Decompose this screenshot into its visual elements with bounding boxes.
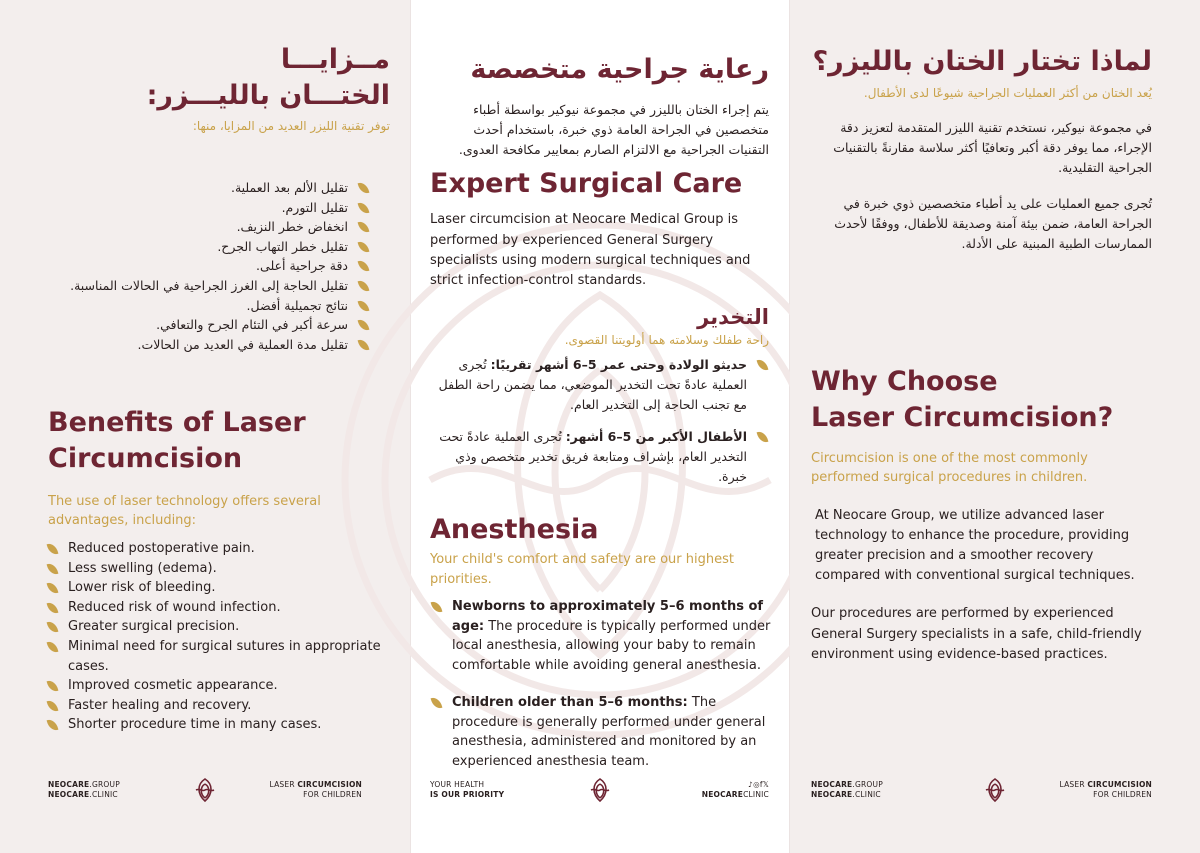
list-item-text: سرعة أكبر في التئام الجرح والتعافي. [156,317,348,333]
ar-surgical-care-paragraph: يتم إجراء الختان بالليزر في مجموعة نيوكير بواسطة أطباء متخصصين في الجراحة العامة ذوي خبرة، باستخدام أحدث التقنيات الجراحية مع الالتزام الصارم بمعايير مكافحة العدوى. [458,102,769,158]
list-item-heading: Newborns to approximately 5–6 months of age: [452,599,764,634]
en-benefits-title-line1: Benefits of Laser [48,407,306,438]
list-item-heading: حديثو الولادة وحتى عمر 5–6 أشهر تقريبًا: [490,357,747,373]
list-item-text: Shorter procedure time in many cases. [68,717,322,733]
ar-anesthesia-list [429,355,769,487]
leaf-bullet-icon [47,640,59,654]
leaf-bullet-icon [47,562,59,576]
ar-anesthesia-subtitle: راحة طفلك وسلامته هما أولويتنا القصوى. [564,333,769,348]
leaf-bullet-icon [47,679,59,693]
brand-suffix: .CLINIC [89,790,118,799]
ar-anesthesia-title: التخدير [697,305,769,329]
footer-mid [411,776,789,806]
leaf-bullet-icon [47,718,59,732]
list-item-text: انخفاض خطر النزيف. [236,219,348,235]
ar-benefits-list [30,178,370,354]
tagline-main: CIRCUMCISION [297,780,362,789]
list-item [46,559,396,579]
list-item [46,637,396,676]
list-item-heading: الأطفال الأكبر من 5–6 أشهر: [565,429,747,445]
list-item [46,617,396,637]
en-why-paragraph1: At Neocare Group, we utilize advanced laser technology to enhance the procedure, providing greater precision and a smoother recovery compared with conventional surgical techniques. [815,507,1135,584]
list-item-text: Reduced postoperative pain. [68,541,255,556]
slogan-line1: YOUR HEALTH [430,780,485,789]
en-why-title [811,364,1156,437]
neocare-logo-icon [587,776,613,806]
leaf-bullet-icon [358,201,370,215]
tagline-sub: FOR CHILDREN [1093,790,1152,799]
list-item [30,256,370,276]
ar-benefits-subtitle: توفر تقنية الليزر العديد من المزايا، منها: [192,118,390,133]
brand-name: NEOCARE [48,790,90,799]
en-anesthesia-title: Anesthesia [430,514,599,545]
en-benefits-list [46,539,396,735]
leaf-bullet-icon [431,600,443,614]
brand-name: NEOCARE [48,780,90,789]
leaf-bullet-icon [47,581,59,595]
list-item-text: تقليل التورم. [281,199,348,215]
ar-why-title: لماذا تختار الختان بالليزر؟ [812,46,1152,77]
neocare-logo-icon [192,776,218,806]
footer-brand [48,780,120,800]
ar-benefits-title-line2: الختـــان بالليـــزر: [146,80,390,112]
ar-why-paragraph1: في مجموعة نيوكير، نستخدم تقنية الليزر المتقدمة لتعزيز دقة الإجراء، مما يوفر دقة أكبر وتعافيًا أكثر سلاسة مقارنةً بالتقنيات الجراحية التقليدية. [833,120,1152,176]
footer-right [790,776,1200,806]
list-item [46,696,396,716]
en-why-title-line2: Laser Circumcision? [811,402,1114,434]
list-item-text: نتائج تجميلية أفضل. [246,297,348,313]
list-item [46,715,396,735]
brand-name: NEOCARE [811,790,853,799]
brand-suffix: .GROUP [852,780,883,789]
leaf-bullet-icon [47,620,59,634]
list-item [429,427,769,487]
list-item-text: The procedure is generally performed under general anesthesia, administered and monitored by an experienced anesthesia team. [452,695,766,769]
list-item-heading: Children older than 5–6 months: [452,695,688,711]
brand-name: NEOCARE [811,780,853,789]
list-item-text: Faster healing and recovery. [68,697,252,713]
list-item [30,237,370,257]
list-item-text: Improved cosmetic appearance. [68,678,278,694]
leaf-bullet-icon [757,358,769,372]
tagline-sub: FOR CHILDREN [303,790,362,799]
social-icons[interactable]: ♪◎f𝕏 [748,780,769,789]
en-anesthesia-subtitle: Your child's comfort and safety are our highest priorities. [430,552,734,587]
list-item [46,539,396,559]
list-item-text: Lower risk of bleeding. [68,580,216,596]
en-why-title-line1: Why Choose [811,366,998,397]
footer-tagline [270,780,362,800]
leaf-bullet-icon [358,318,370,332]
ar-why-paragraph2: تُجرى جميع العمليات على يد أطباء متخصصين ذوي خبرة في الجراحة العامة، ضمن بيئة آمنة وصديقة للأطفال، ووفقًا لأحدث الممارسات الطبية المبنية على الأدلة. [834,196,1152,252]
panel-why-choose [790,0,1200,853]
list-item-text: تُجرى العملية عادةً تحت التخدير الموضعي، مما يضمن راحة الطفل مع تجنب الحاجة إلى التخدير العام. [438,357,747,413]
list-item [30,296,370,316]
list-item [46,578,396,598]
tagline-prefix: LASER [1059,780,1088,789]
list-item [30,198,370,218]
list-item [430,693,785,771]
footer-slogan [430,780,504,800]
en-benefits-title-line2: Circumcision [48,443,243,475]
list-item [46,676,396,696]
list-item [430,597,785,675]
ar-why-subtitle: يُعد الختان من أكثر العمليات الجراحية شيوعًا لدى الأطفال. [863,86,1152,101]
leaf-bullet-icon [358,259,370,273]
en-why-paragraph2: Our procedures are performed by experienced General Surgery specialists in a safe, child-friendly environment using evidence-based practices. [811,606,1142,662]
leaf-bullet-icon [757,430,769,444]
leaf-bullet-icon [47,699,59,713]
list-item [429,355,769,415]
ar-benefits-title-line1: مــزايـــا [280,44,390,75]
tagline-main: CIRCUMCISION [1087,780,1152,789]
list-item-text: The procedure is typically performed under local anesthesia, allowing your baby to remain comfortable while avoiding general anesthesia. [452,618,771,673]
leaf-bullet-icon [431,696,443,710]
list-item-text: Reduced risk of wound infection. [68,599,281,615]
list-item-text: تقليل الحاجة إلى الغرز الجراحية في الحالات المناسبة. [70,277,348,293]
brand-suffix: .CLINIC [852,790,881,799]
list-item [30,335,370,355]
panel-benefits [0,0,410,853]
leaf-bullet-icon [358,279,370,293]
footer-social [702,780,769,800]
footer-tagline [1060,780,1152,800]
list-item-text: تقليل الألم بعد العملية. [230,180,348,195]
brand-suffix: CLINIC [743,790,769,799]
tagline-prefix: LASER [269,780,298,789]
leaf-bullet-icon [358,220,370,234]
leaf-bullet-icon [358,181,370,195]
leaf-bullet-icon [358,338,370,352]
slogan-line2: IS OUR PRIORITY [430,790,505,799]
list-item [30,276,370,296]
list-item-text: Less swelling (edema). [68,560,217,576]
leaf-bullet-icon [358,240,370,254]
list-item-text: تُجرى العملية عادةً تحت التخدير العام، بإشراف ومتابعة فريق تخدير متخصص وذي خبرة. [439,429,747,485]
list-item [30,217,370,237]
brand-name: NEOCARE [701,790,744,799]
list-item [30,178,370,198]
leaf-bullet-icon [47,601,59,615]
leaf-bullet-icon [358,299,370,313]
list-item-text: Minimal need for surgical sutures in appropriate cases. [68,638,381,674]
en-why-subtitle: Circumcision is one of the most commonly performed surgical procedures in children. [811,450,1088,486]
list-item [30,315,370,335]
brand-suffix: .GROUP [89,780,120,789]
ar-benefits-title [20,42,390,115]
leaf-bullet-icon [47,542,59,556]
en-surgical-care-paragraph: Laser circumcision at Neocare Medical Group is performed by experienced General Surgery specialists using modern surgical techniques and strict infection-control standards. [430,212,751,288]
en-benefits-subtitle: The use of laser technology offers several advantages, including: [48,493,321,529]
list-item-text: تقليل خطر التهاب الجرح. [217,238,348,254]
footer-left [0,776,410,806]
panel-surgical-care [410,0,790,853]
list-item-text: تقليل مدة العملية في العديد من الحالات. [137,336,348,352]
neocare-logo-icon [982,776,1008,806]
en-anesthesia-list [430,597,785,771]
en-surgical-care-title: Expert Surgical Care [430,168,743,199]
footer-brand [811,780,883,800]
list-item-text: دقة جراحية أعلى. [256,258,348,274]
list-item [46,598,396,618]
en-benefits-title [48,405,393,478]
ar-surgical-care-title: رعاية جراحية متخصصة [470,54,769,85]
list-item-text: Greater surgical precision. [68,619,240,635]
